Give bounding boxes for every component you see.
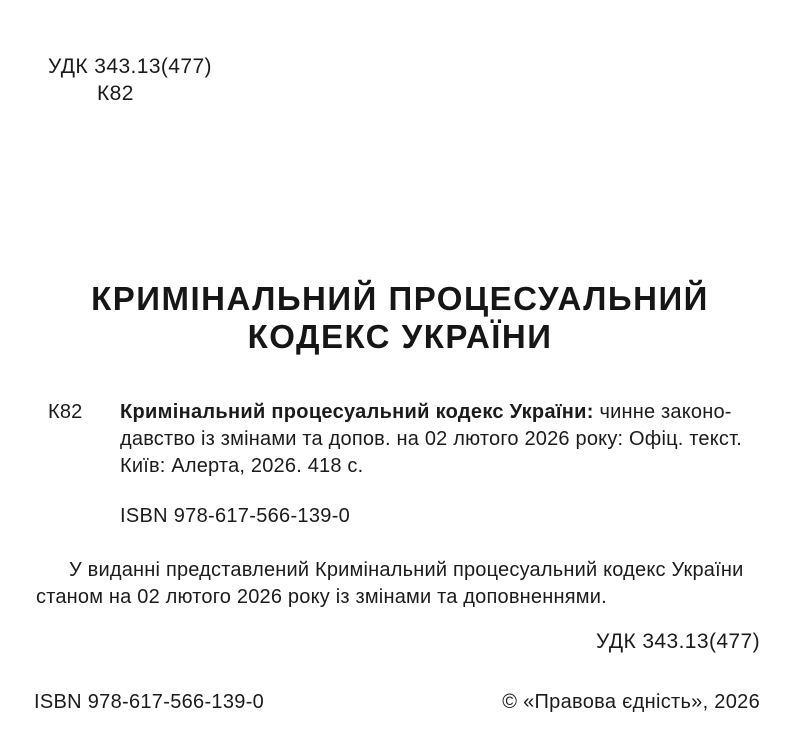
book-title-line1: КРИМІНАЛЬНИЙ ПРОЦЕСУАЛЬНИЙ: [91, 280, 709, 317]
isbn-statement: ISBN 978-617-566-139-0: [120, 505, 351, 527]
book-title-line2: КОДЕКС УКРАЇНИ: [247, 318, 553, 355]
annotation-line1: У виданні представлений Кримінальний процесуальний кодекс України: [69, 559, 744, 581]
udc-bottom-ref: УДК 343.13(477): [596, 630, 760, 653]
annotation: [36, 557, 762, 611]
udc-block: [48, 53, 212, 107]
catalog-entry: [48, 399, 766, 480]
book-title: [0, 280, 800, 356]
catalog-line1: [120, 399, 766, 426]
catalog-title-bold: Кримінальний процесуальний кодекс України:: [120, 401, 594, 423]
catalog-line3: Київ: Алерта, 2026. 418 с.: [120, 455, 364, 477]
catalog-text: [120, 399, 766, 480]
author-sign: К82: [97, 82, 134, 105]
catalog-line1-rest: чинне законо-: [593, 401, 732, 423]
footer-isbn: ISBN 978-617-566-139-0: [34, 691, 265, 713]
footer-line: [34, 691, 760, 714]
catalog-line2: давство із змінами та допов. на 02 лютого 2026 року: Офіц. текст.: [120, 428, 743, 450]
udc-number: УДК 343.13(477): [48, 55, 212, 78]
annotation-line2: станом на 02 лютого 2026 року із змінами та доповненнями.: [36, 586, 607, 608]
footer-copyright: © «Правова єдність», 2026: [502, 691, 760, 713]
catalog-code: К82: [48, 401, 83, 423]
